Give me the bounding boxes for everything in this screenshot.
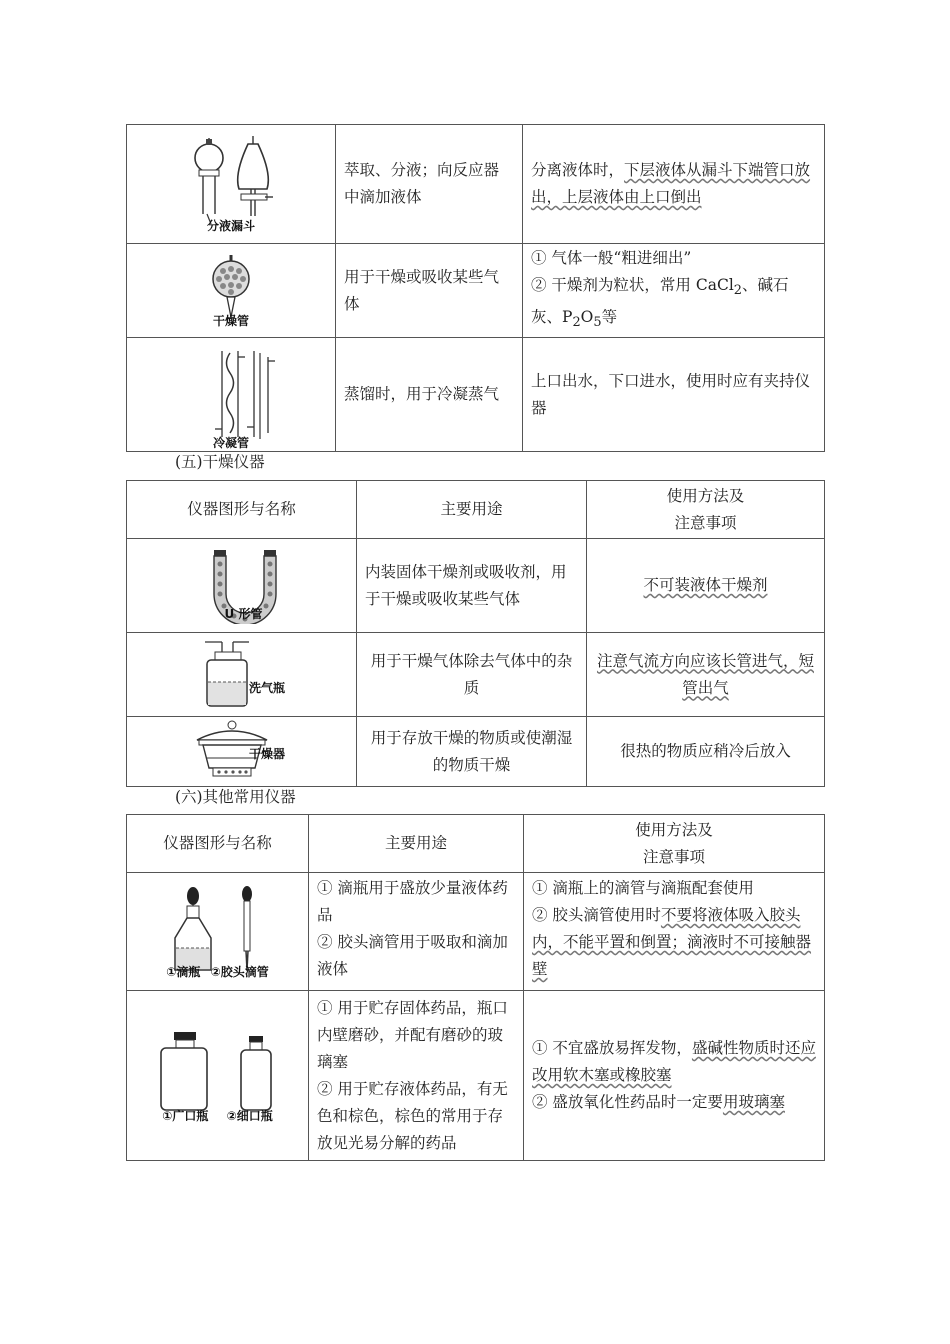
- use-line: ① 滴瓶用于盛放少量液体药品: [317, 879, 508, 924]
- desiccator-icon: [127, 720, 357, 784]
- use-line: ② 用于贮存液体药品，有无色和棕色，棕色的常用于存放见光易分解的药品: [317, 1079, 508, 1152]
- instrument-caption: 分液漏斗: [206, 219, 255, 233]
- image-cell: [127, 717, 357, 787]
- condenser-icon: [127, 349, 336, 441]
- note-emphasis: 下层液体从漏斗下端管口放出，上层液体由上口倒出: [531, 161, 811, 206]
- instrument-caption: ①滴瓶 ②胶头滴管: [166, 965, 269, 979]
- use-cell: [336, 125, 523, 244]
- column-header: 仪器图形与名称: [127, 815, 309, 873]
- column-header: 主要用途: [357, 481, 587, 539]
- note-emphasis: 不可装液体干燥剂: [643, 576, 768, 594]
- instrument-caption: U 形管: [224, 607, 263, 621]
- use-line: ② 胶头滴管用于吸取和滴加液体: [317, 933, 508, 978]
- use-line: ① 用于贮存固体药品，瓶口内壁磨砂，并配有磨砂的玻璃塞: [317, 998, 508, 1071]
- note-line: 灰、$P_2O_5$等: [531, 308, 618, 331]
- image-cell: [127, 244, 336, 338]
- table-row: [127, 338, 825, 452]
- note-cell: [523, 244, 825, 338]
- image-cell: [127, 873, 309, 991]
- image-cell: [127, 991, 309, 1161]
- image-cell: [127, 125, 336, 244]
- table-row: [127, 633, 825, 717]
- note-text: 上口出水，下口进水，使用时应有夹持仪器: [531, 371, 811, 417]
- instrument-caption: 洗气瓶: [249, 681, 286, 695]
- image-cell: [127, 539, 357, 633]
- note-text: 分离液体时，: [531, 161, 625, 179]
- note-cell: [523, 338, 825, 452]
- table-drying-instruments: [126, 480, 825, 787]
- table-row: [127, 873, 825, 991]
- table-row: [127, 717, 825, 787]
- use-text: 萃取、分液；向反应器中滴加液体: [344, 161, 500, 206]
- table-header-row: [127, 481, 825, 539]
- use-cell: [309, 991, 524, 1161]
- note-line: ① 气体一般“粗进细出”: [531, 248, 692, 267]
- table-row: [127, 991, 825, 1161]
- instrument-caption: 干燥器: [249, 747, 286, 761]
- use-text: 用于存放干燥的物质或使潮湿的物质干燥: [370, 728, 573, 774]
- note-text: 很热的物质应稍冷后放入: [620, 742, 791, 760]
- use-cell: [357, 633, 587, 717]
- image-cell: [127, 338, 336, 452]
- note-cell: [587, 633, 825, 717]
- table-row: [127, 244, 825, 338]
- section-title: (六)其他常用仪器: [175, 788, 296, 806]
- note-cell: [524, 873, 825, 991]
- note-cell: [587, 717, 825, 787]
- table-row: [127, 125, 825, 244]
- use-text: 蒸馏时，用于冷凝蒸气: [344, 385, 500, 403]
- column-header: 主要用途: [309, 815, 524, 873]
- instrument-caption: 冷凝管: [212, 436, 249, 450]
- use-cell: [357, 539, 587, 633]
- note-line: ① 不宜盛放易挥发物，盛碱性物质时还应改用软木塞或橡胶塞: [532, 1039, 816, 1084]
- section-title: (五)干燥仪器: [175, 453, 265, 471]
- note-line: ② 干燥剂为粒状，常用 CaCl$_2$、碱石: [531, 275, 789, 298]
- use-text: 内装固体干燥剂或吸收剂，用于干燥或吸收某些气体: [365, 562, 567, 608]
- note-emphasis: 注意气流方向应该长管进气，短管出气: [596, 651, 814, 697]
- note-cell: [524, 991, 825, 1161]
- column-header: 使用方法及 注意事项: [587, 481, 825, 539]
- note-cell: [587, 539, 825, 633]
- note-line: ① 滴瓶上的滴管与滴瓶配套使用: [532, 879, 754, 897]
- use-text: 用于干燥气体除去气体中的杂质: [370, 651, 573, 697]
- instrument-caption: 干燥管: [212, 314, 249, 328]
- note-line: ② 胶头滴管使用时不要将液体吸入胶头内，不能平置和倒置；滴液时不可接触器壁: [532, 906, 812, 978]
- image-cell: [127, 633, 357, 717]
- table-other-instruments: [126, 814, 825, 1161]
- note-line: ② 盛放氧化性药品时一定要用玻璃塞: [532, 1093, 785, 1111]
- use-cell: [336, 244, 523, 338]
- use-text: 用于干燥或吸收某些气体: [344, 267, 500, 313]
- instrument-caption: ①广口瓶 ②细口瓶: [162, 1109, 273, 1123]
- use-cell: [309, 873, 524, 991]
- column-header: 仪器图形与名称: [127, 481, 357, 539]
- use-cell: [336, 338, 523, 452]
- table-row: [127, 539, 825, 633]
- column-header: 使用方法及 注意事项: [524, 815, 825, 873]
- use-cell: [357, 717, 587, 787]
- table-header-row: [127, 815, 825, 873]
- gas-washing-bottle-icon: [127, 636, 357, 714]
- table-separation-instruments: [126, 124, 825, 452]
- note-cell: [523, 125, 825, 244]
